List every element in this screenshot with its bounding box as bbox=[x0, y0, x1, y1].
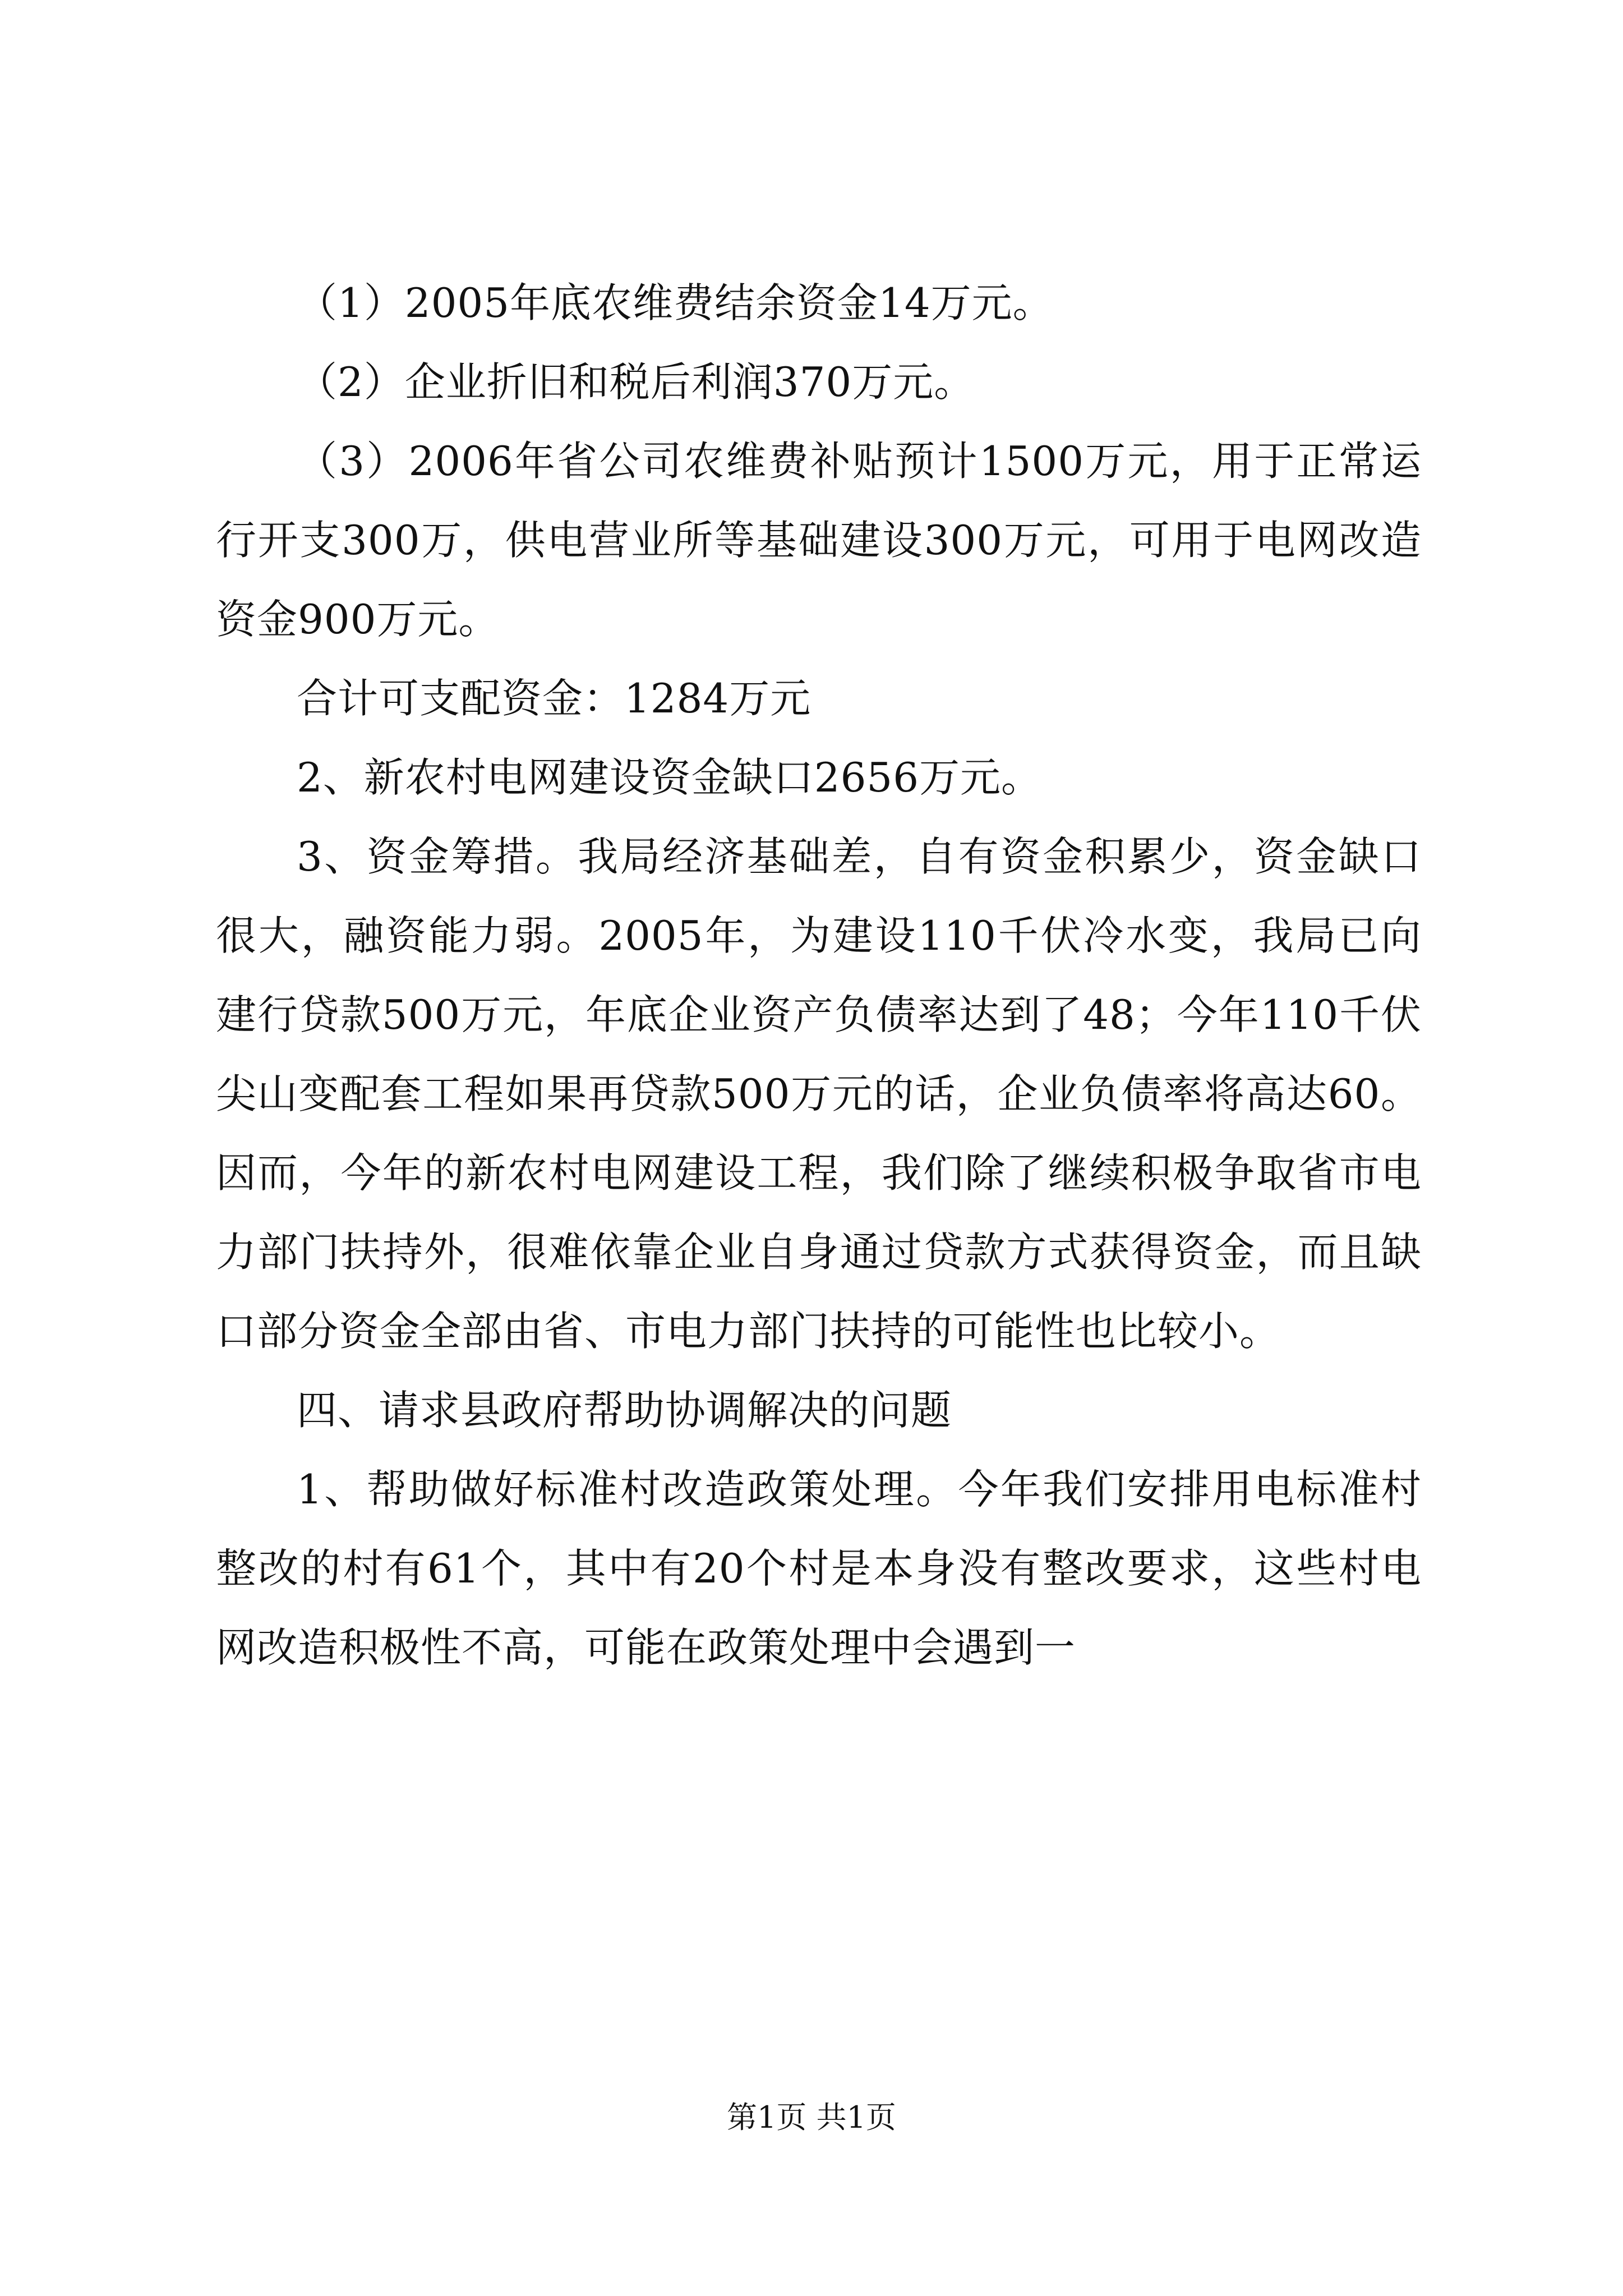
section-heading: 四、请求县政府帮助协调解决的问题 bbox=[297, 1387, 952, 1434]
paragraph-funding-gap: 2、新农村电网建设资金缺口2656万元。 bbox=[297, 754, 1043, 801]
paragraph-item-1: （1）2005年底农维费结余资金14万元。 bbox=[297, 279, 1054, 326]
paragraph-item-2: （2）企业折旧和税后利润370万元。 bbox=[297, 358, 975, 406]
page-footer: 第1页 共1页 bbox=[727, 2100, 896, 2135]
paragraph-request-1: 1、帮助做好标准村改造政策处理。今年我们安排用电标准村整改的村有61个，其中有20个村是本身没有整改要求，这些村电网改造积极性不高，可能在政策处理中会遇到一 bbox=[216, 1466, 1422, 1671]
document-body bbox=[216, 264, 1422, 1687]
paragraph-item-3: （3）2006年省公司农维费补贴预计1500万元，用于正常运行开支300万，供电营业所等基础建设300万元，可用于电网改造资金900万元。 bbox=[216, 438, 1422, 643]
paragraph-total: 合计可支配资金：1284万元 bbox=[297, 675, 811, 722]
paragraph-fundraising: 3、资金筹措。我局经济基础差，自有资金积累少，资金缺口很大，融资能力弱。2005年，为建设110千伏冷水变，我局已向建行贷款500万元，年底企业资产负债率达到了48；今年110千伏尖山变配套工程如果再贷款500万元的话，企业负债率将高达60。因而，今年的新农村电网建设工程，我们除了继续积极争取省市电力部门扶持外，很难依靠企业自身通过贷款方式获得资金，而且缺口部分资金全部由省、市电力部门扶持的可能性也比较小。 bbox=[216, 833, 1422, 1355]
